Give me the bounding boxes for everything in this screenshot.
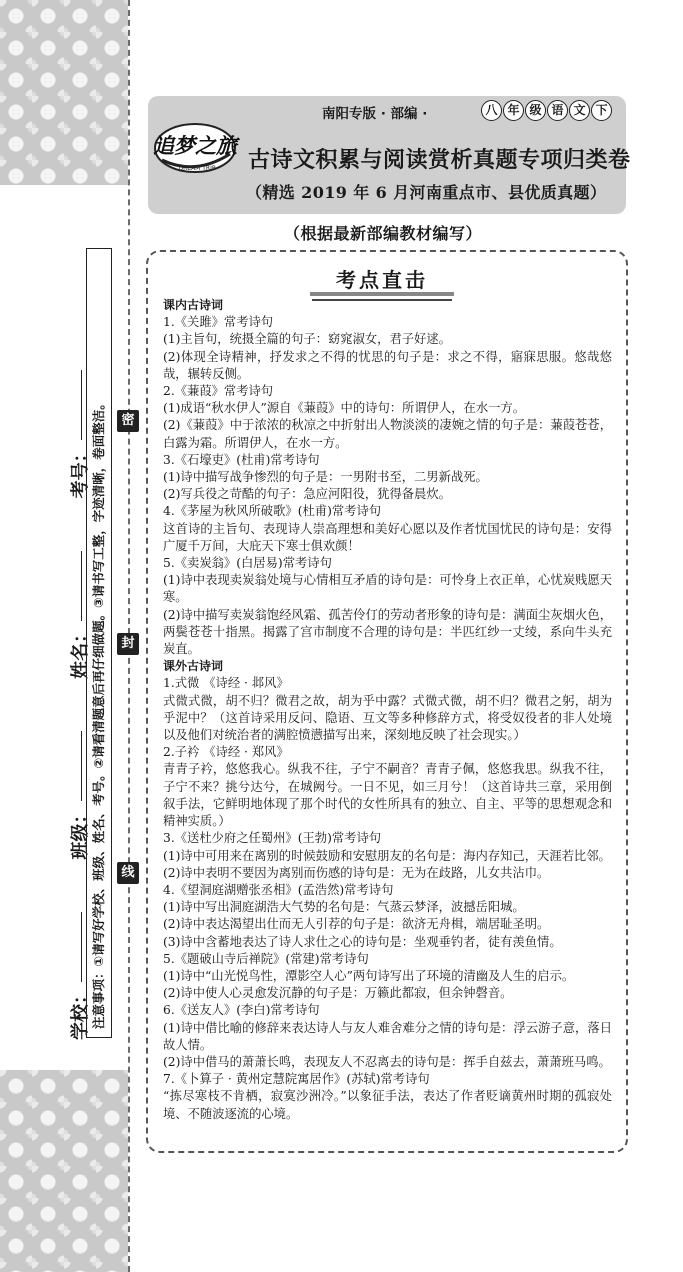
notice-box: 注意事项：①请写好学校、班级、姓名、考号。②请看清题意后再仔细做题。③请书写工整，字迹清晰，卷面整洁。 [86,248,112,1038]
grade-char: 文 [569,100,590,121]
content-line: 6.《送友人》(李白)常考诗句 [163,1003,320,1018]
content-line: (1)诗中描写战争惨烈的句子是：一男附书至，二男新战死。 [163,470,488,485]
section-title [316,264,448,294]
content-line: 这首诗的主旨句、表现诗人崇高理想和美好心愿以及作者忧国忧民的诗句是：安得广厦千万间，大庇天下寒士俱欢颜！ [163,521,612,553]
section-heading: 课外古诗词 [163,659,224,674]
content-line: (2)诗中表达渴望出仕而无人引荐的句子是：欲济无舟楫，端居耻圣明。 [163,917,550,932]
grade-badges [481,100,612,121]
grade-char: 级 [525,100,546,121]
content-line: (2)写兵役之苛酷的句子：急应河阳役，犹得备晨炊。 [163,487,451,502]
logo-icon [150,110,240,180]
seal-feng: 封 [117,633,139,655]
content-line: (2)《蒹葭》中于浓浓的秋凉之中折射出人物淡淡的凄婉之情的句子是：蒹葭苍苍，白露为霜。所谓伊人，在水一方。 [163,418,612,450]
logo-text: 追梦之旅 [153,134,237,158]
edition-label: 南阳专版 · 部编 · [322,106,428,122]
content-line: 1.式微 《诗经 · 邶风》 [163,676,289,691]
section-title-text: 考点直击 [336,268,428,292]
content-line: 式微式微，胡不归？微君之故，胡为乎中露？式微式微，胡不归？微君之躬，胡为乎泥中？（这首诗采用反问、隐语、互文等多种修辞方式，将受奴役者的非人处境以及他们对统治者的满腔愤懑描写出来，深刻地反映了社会现实。） [163,693,612,743]
content-line: (1)主旨句，统摄全篇的句子：窈窕淑女，君子好逑。 [163,332,451,347]
edition-basis: （根据最新部编教材编写） [284,224,483,243]
seal-mi: 密 [117,410,139,432]
name-label: 姓名： [70,624,91,679]
content-line: 5.《题破山寺后禅院》(常建)常考诗句 [163,951,369,966]
content-line: “拣尽寒枝不肯栖，寂寞沙洲冷。”以象征手法，表达了作者贬谪黄州时期的孤寂处境、不随波逐流的心境。 [163,1089,612,1121]
content-line: 5.《卖炭翁》(白居易)常考诗句 [163,556,332,571]
content-line: (1)成语“秋水伊人”源自《蒹葭》中的诗句：所谓伊人，在水一方。 [163,401,526,416]
content-body [163,297,612,1123]
exam-number-field[interactable] [81,370,82,440]
content-line: (2)诗中使人心灵愈发沉静的句子是：万籁此都寂，但余钟磬音。 [163,986,513,1001]
content-line: (1)诗中可用来在离别的时候鼓励和安慰朋友的名句是：海内存知己，天涯若比邻。 [163,848,611,863]
class-label: 班级： [70,805,91,860]
school-field[interactable] [81,912,82,982]
content-line: (2)诗中借马的萧萧长鸣，表现友人不忍离去的诗句是：挥手自兹去，萧萧班马鸣。 [163,1054,611,1069]
page-title: 古诗文积累与阅读赏析真题专项归类卷 [248,148,631,173]
content-line: (3)诗中含蓄地表达了诗人求仕之心的诗句是：坐观垂钓者，徒有羡鱼情。 [163,934,562,949]
content-line: (1)诗中表现卖炭翁处境与心情相互矛盾的诗句是：可怜身上衣正单，心忧炭贱愿天寒。 [163,573,612,605]
content-line: (2)诗中描写卖炭翁饱经风霜、孤苦伶仃的劳动者形象的诗句是：满面尘灰烟火色，两鬓苍苍十指黑。揭露了宫市制度不合理的诗句是：半匹红纱一丈绫，系向牛头充炭直。 [163,607,612,657]
logo-subtext: DREAM TRIP [178,165,216,172]
content-line: (2)诗中表明不要因为离别而伤感的诗句是：无为在歧路，儿女共沾巾。 [163,865,550,880]
exam-number-label: 考号： [70,444,91,499]
grade-char: 语 [547,100,568,121]
section-heading: 课内古诗词 [163,298,224,312]
content-line: 2.《蒹葭》常考诗句 [163,384,274,399]
content-line: 1.《关雎》常考诗句 [163,315,274,330]
content-line: 2.子衿 《诗经 · 郑风》 [163,745,289,760]
school-label: 学校： [70,986,91,1040]
content-line: 4.《望洞庭湖赠张丞相》(孟浩然)常考诗句 [163,882,394,897]
content-line: (1)诗中“山光悦鸟性，潭影空人心”两句诗写出了环境的清幽及人生的启示。 [163,968,575,983]
content-line: 3.《石壕吏》(杜甫)常考诗句 [163,452,320,467]
content-line: 7.《卜算子 · 黄州定慧院寓居作》(苏轼)常考诗句 [163,1072,430,1087]
content-line: (1)诗中写出洞庭湖浩大气势的名句是：气蒸云梦泽，波撼岳阳城。 [163,900,525,915]
content-line: 青青子衿，悠悠我心。纵我不往，子宁不嗣音？青青子佩，悠悠我思。纵我不往，子宁不来？挑兮达兮，在城阙兮。一日不见，如三月兮！（这首诗共三章，采用倒叙手法，它鲜明地体现了那个时代的女性所具有的独立、自主、平等的思想观念和精神实质。） [163,762,612,829]
grade-char: 下 [591,100,612,121]
class-field[interactable] [81,731,82,801]
name-field[interactable] [81,551,82,621]
decorative-pattern-top [0,0,128,185]
seal-xian: 线 [117,862,139,884]
grade-char: 年 [503,100,524,121]
content-line: 4.《茅屋为秋风所破歌》(杜甫)常考诗句 [163,504,382,519]
decorative-pattern-bottom [0,1070,128,1272]
content-line: 3.《送杜少府之任蜀州》(王勃)常考诗句 [163,831,382,846]
page-subtitle: （精选 2019 年 6 月河南重点市、县优质真题） [246,183,607,202]
content-line: (2)体现全诗精神，抒发求之不得的忧思的句子是：求之不得，寤寐思服。悠哉悠哉，辗转反侧。 [163,349,612,381]
grade-char: 八 [481,100,502,121]
content-line: (1)诗中借比喻的修辞来表达诗人与友人难舍难分之情的诗句是：浮云游子意，落日故人情。 [163,1020,612,1052]
